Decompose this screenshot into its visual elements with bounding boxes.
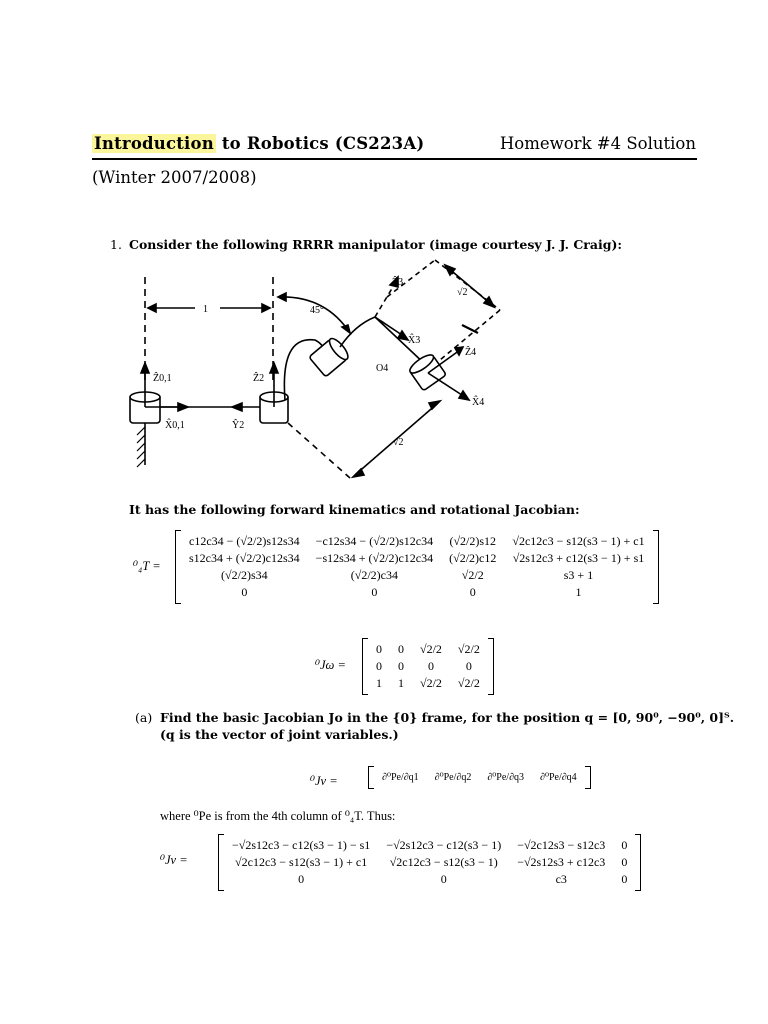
dim-label-1: 1 [203, 304, 208, 315]
Jw-row [368, 675, 488, 692]
course-title-rest: to Robotics (CS223A) [215, 134, 425, 153]
T-cell: s12c34 + (√2/2)c12s34 [189, 551, 300, 565]
Jv-cell: −√2s12c3 − c12(s3 − 1) − s1 [232, 838, 371, 852]
label-o4: O4 [376, 363, 389, 374]
Jw-cell: 0 [398, 659, 404, 673]
Jw-cell: √2/2 [420, 676, 442, 690]
T-cell: 0 [371, 585, 378, 599]
problem-statement: Consider the following RRRR manipulator (image courtesy J. J. Craig): [129, 237, 622, 252]
part-a-line1: Find the basic Jacobian Jo in the {0} frame, for the position q = [0, 90⁰, −90⁰, 0]ᵀ. [160, 710, 735, 725]
Jv-row [224, 837, 635, 854]
T-cell: √2c12c3 − s12(s3 − 1) + c1 [512, 534, 645, 548]
T-row [181, 550, 653, 567]
partial-col: ∂⁰Pe/∂q2 [434, 772, 472, 783]
T-cell: (√2/2)c34 [350, 568, 399, 582]
Jv-cell: 0 [621, 872, 628, 886]
term-label: (Winter 2007/2008) [92, 168, 257, 187]
T-cell: (√2/2)c12 [449, 551, 497, 565]
Jw-cell: √2/2 [457, 642, 480, 656]
label-x01: X̂0,1 [165, 420, 185, 431]
Jv-row [224, 854, 635, 871]
partial-col: ∂⁰Pe/∂q4 [540, 772, 577, 783]
Jv-cell: 0 [440, 872, 447, 886]
Jw-cell: 1 [398, 676, 404, 690]
label-z01: Ẑ0,1 [153, 373, 172, 384]
label-y2: Ŷ2 [232, 420, 245, 431]
T-cell: s3 + 1 [563, 568, 594, 582]
Jw-row [368, 658, 488, 675]
Jv-cell: 0 [621, 838, 628, 852]
T-cell: 1 [575, 585, 582, 599]
where-text: where ⁰Pe is from the 4th column of ⁰₄T. Thus: [160, 809, 396, 823]
Jv-def-vector [368, 766, 591, 789]
Jv-cell: c3 [555, 872, 567, 886]
T-cell: −c12s34 − (√2/2)s12c34 [315, 534, 434, 548]
partial-col: ∂⁰Pe/∂q3 [487, 772, 525, 783]
Jw-matrix [362, 638, 494, 695]
dim-label-sqrt2-bottom: √2 [393, 437, 404, 448]
T-matrix-lhs: ⁰₄T = [133, 559, 161, 573]
partial-col: ∂⁰Pe/∂q1 [382, 772, 419, 783]
T-cell: 0 [469, 585, 476, 599]
dim-label-sqrt2-top: √2 [457, 287, 468, 298]
Jw-cell: 0 [465, 659, 472, 673]
T-cell: √2/2 [461, 568, 484, 582]
homework-title: Homework #4 Solution [499, 134, 696, 153]
kinematics-intro: It has the following forward kinematics and rotational Jacobian: [129, 502, 580, 517]
label-z3: Ẑ3 [392, 277, 404, 288]
T-row [181, 567, 653, 584]
Jw-row [368, 641, 488, 658]
problem-number: 1. [110, 237, 122, 252]
Jv-cell: −√2c12s3 − s12c3 [517, 838, 606, 852]
Jv-matrix-lhs: ⁰Jv = [160, 853, 188, 867]
T-row [181, 584, 653, 601]
Jw-cell: 0 [427, 659, 434, 673]
Jv-cell: −√2s12s3 + c12c3 [517, 855, 606, 869]
highlighted-word: Introduction [94, 134, 214, 153]
part-a-line2: (q is the vector of joint variables.) [160, 727, 399, 742]
Jw-cell: 0 [398, 642, 404, 656]
label-z2: Ẑ2 [253, 373, 265, 384]
T-row [181, 533, 653, 550]
Jv-def-row [374, 769, 585, 786]
Jv-cell: √2c12c3 − s12(s3 − 1) [389, 855, 498, 869]
part-a-label: (a) [135, 710, 153, 725]
T-cell: (√2/2)s12 [449, 534, 497, 548]
Jw-cell: 1 [376, 676, 382, 690]
Jv-cell: 0 [621, 855, 628, 869]
course-title [92, 134, 424, 153]
header-rule [92, 158, 697, 160]
manipulator-figure [110, 255, 510, 485]
T-cell: 0 [241, 585, 248, 599]
Jw-cell: √2/2 [420, 642, 442, 656]
Jw-cell: 0 [376, 642, 382, 656]
Jv-matrix [218, 834, 641, 891]
T-cell: −s12s34 + (√2/2)c12c34 [315, 551, 434, 565]
Jw-matrix-lhs: ⁰Jω = [315, 658, 346, 672]
label-x3: X̂3 [408, 335, 421, 346]
Jv-cell: 0 [298, 872, 305, 886]
Jv-cell: √2c12c3 − s12(s3 − 1) + c1 [235, 855, 368, 869]
T-cell: (√2/2)s34 [221, 568, 268, 582]
Jw-cell: √2/2 [457, 676, 480, 690]
label-x4: X̂4 [472, 397, 485, 408]
T-cell: c12c34 − (√2/2)s12s34 [189, 534, 300, 548]
Jv-def-lhs: ⁰Jv = [310, 774, 338, 788]
Jv-cell: −√2s12c3 − c12(s3 − 1) [386, 838, 502, 852]
Jw-cell: 0 [376, 659, 382, 673]
dim-label-45: 45° [310, 305, 324, 316]
label-z4: Ẑ4 [465, 347, 477, 358]
T-matrix [175, 530, 659, 604]
Jv-row [224, 871, 635, 888]
T-cell: √2s12c3 + c12(s3 − 1) + s1 [512, 551, 645, 565]
